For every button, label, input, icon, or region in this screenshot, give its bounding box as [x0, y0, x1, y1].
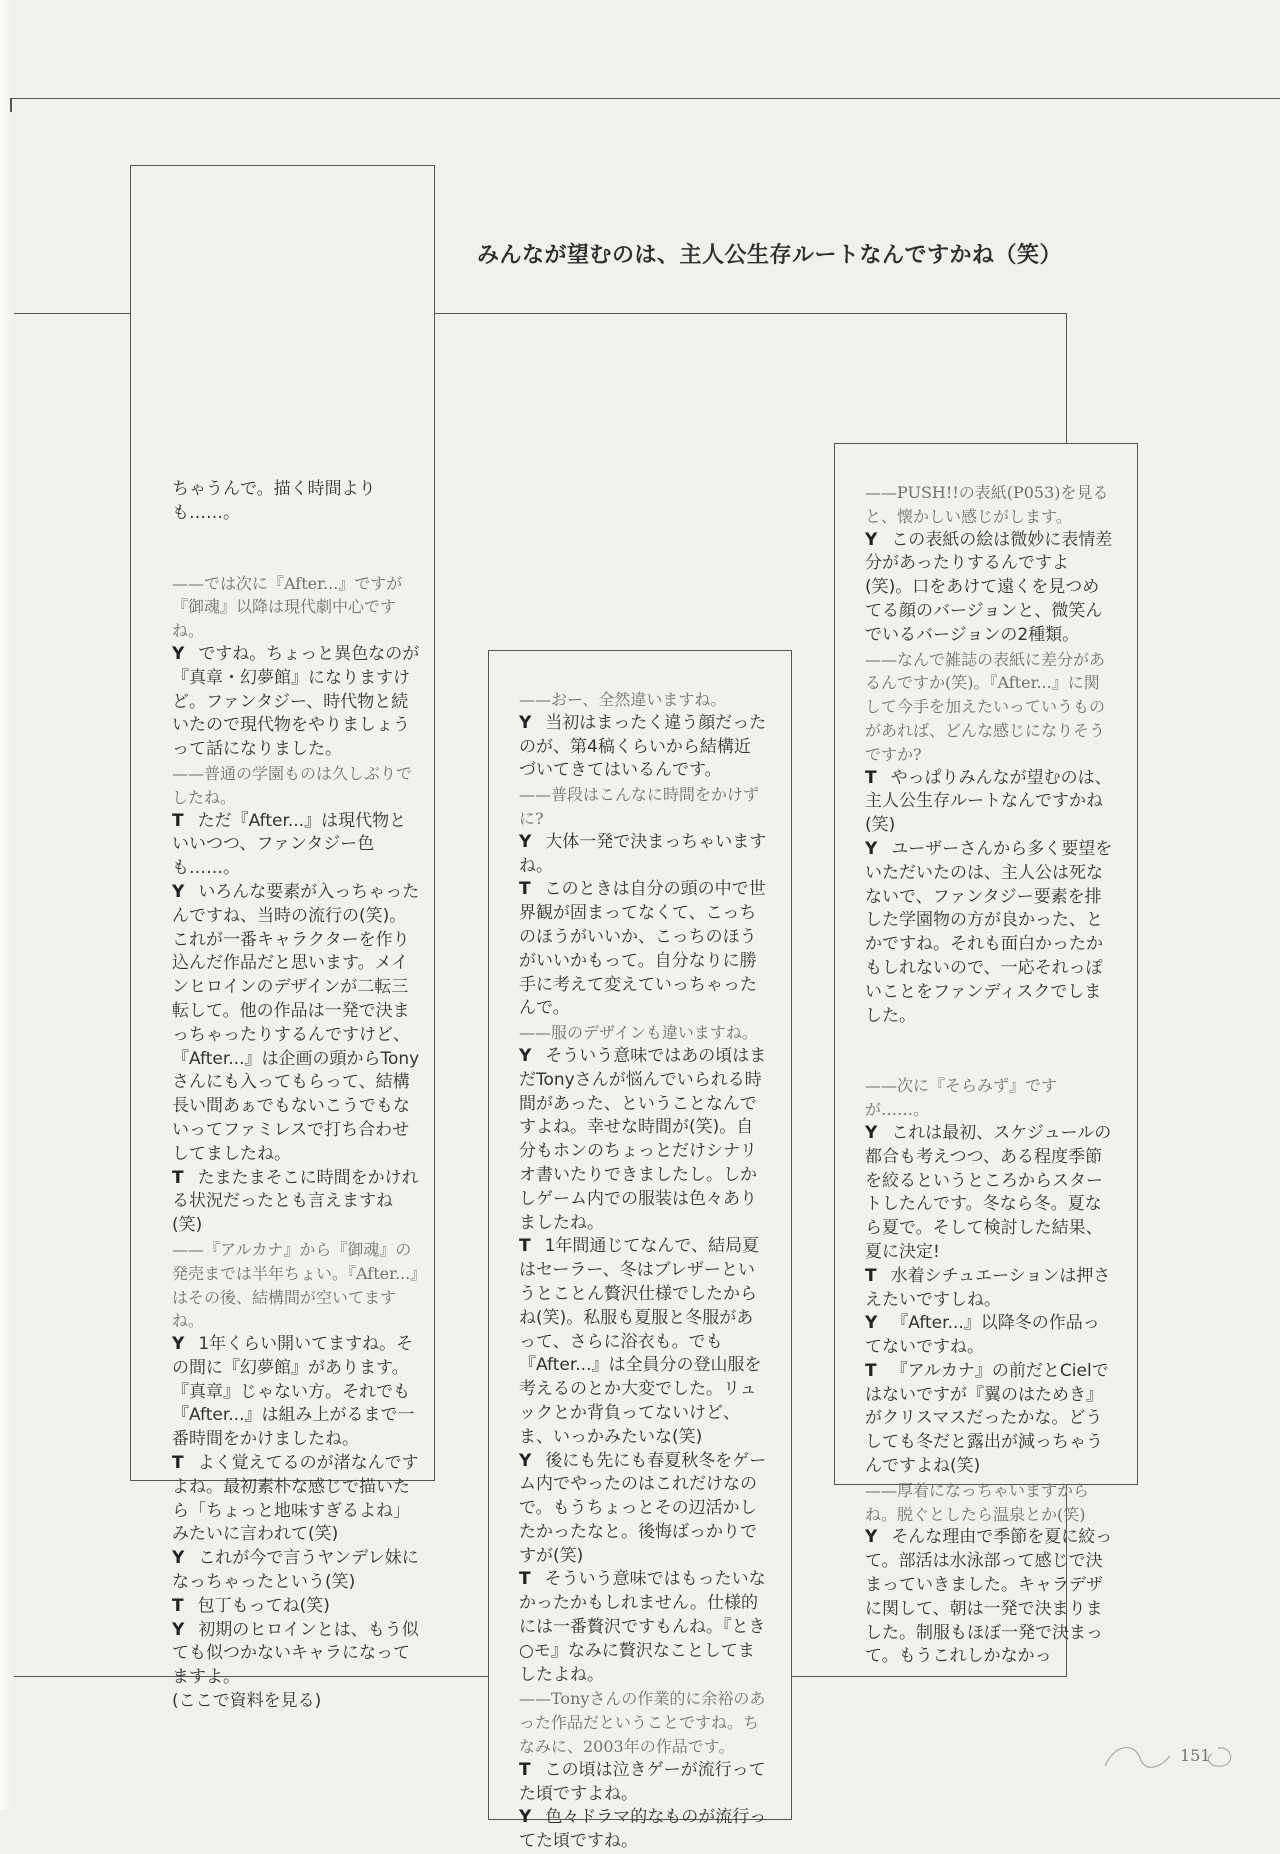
speaker-label: Y — [172, 1334, 185, 1355]
paragraph-text: そんな理由で季節を夏に絞って。部活は水泳部って感じで決まっていきました。キャラデザに関して、朝は一発で決まりました。制服もほぼ一発で決まって。もうこれしかなかっ — [865, 1527, 1113, 1667]
left-marker — [10, 98, 12, 112]
paragraph-text: よく覚えてるのが渚なんですよね。最初素朴な感じで描いたら「ちょっと地味すぎるよね」みたいに言われて(笑) — [172, 1453, 419, 1545]
speaker-label: T — [865, 1265, 877, 1286]
speaker-label: T — [519, 1759, 531, 1780]
interview-answer — [865, 838, 1113, 1028]
interviewer-question — [865, 1479, 1113, 1527]
interview-answer — [519, 831, 767, 879]
interview-answer — [519, 1759, 767, 1807]
section-heading: みんなが望むのは、主人公生存ルートなんですかね（笑） — [477, 243, 1063, 268]
paragraph-text: ——Tonyさんの作業的に余裕のあった作品だということですね。ちなみに、2003年の作品です。 — [519, 1689, 766, 1757]
speaker-label: Y — [172, 1619, 185, 1640]
paragraph-text: ——普通の学園ものは久しぶりでしたね。 — [172, 763, 413, 807]
paragraph-text: やっぱりみんなが望むのは、主人公生存ルートなんですかね(笑) — [865, 767, 1112, 836]
paragraph-text: (ここで資料を見る) — [172, 1691, 322, 1712]
paragraph-text: ちゃうんで。描く時間よりも……。 — [172, 479, 376, 523]
paragraph-text: ——PUSH!!の表紙(P053)を見ると、懐かしい感じがします。 — [865, 483, 1109, 526]
paragraph-text: 初期のヒロインとは、もう似ても似つかないキャラになってますよ。 — [172, 1619, 419, 1688]
speaker-label: T — [172, 1453, 184, 1474]
speaker-label: Y — [519, 831, 532, 852]
interviewer-question — [519, 1021, 767, 1045]
paragraph-text: ——普段はこんなに時間をかけずに? — [519, 785, 760, 828]
paragraph-text: 当初はまったく違う顔だったのが、第4稿くらいから結構近づいてきてはいるんです。 — [519, 712, 767, 781]
speaker-label: Y — [172, 643, 185, 664]
paragraph-text: ——厚着になっちゃいますからね。脱ぐとしたら温泉とか(笑) — [865, 1480, 1090, 1524]
interview-answer — [172, 1167, 420, 1238]
interview-answer — [519, 1450, 767, 1569]
paragraph-text: ——なんで雑誌の表紙に差分があるんですか(笑)。『After...』に関して今手を加えたいっていうものがあれば、どんな感じになりそうですか? — [865, 649, 1106, 764]
interview-answer — [172, 478, 420, 526]
speaker-label: T — [519, 1236, 531, 1257]
paragraph-text: 色々ドラマ的なものが流行ってた頃ですね。 — [519, 1807, 767, 1852]
paragraph-text: たまたまそこに時間をかけれる状況だったとも言えますね(笑) — [172, 1167, 419, 1236]
paragraph-text: ユーザーさんから多く要望をいただいたのは、主人公は死なないで、ファンタジー要素を排した学園物の方が良かった、とかですね。それも面白かったかもしれないので、一応それっぽいことをファンディスクでしました。 — [865, 838, 1113, 1026]
interview-answer — [865, 1265, 1113, 1313]
top-rule — [10, 98, 1280, 99]
paragraph-text: ただ『After...』は現代物といいつつ、ファンタジー色も……。 — [172, 810, 407, 879]
paragraph-text: 『After...』以降冬の作品ってないですね。 — [865, 1313, 1100, 1358]
interviewer-question — [519, 1687, 767, 1758]
speaker-label: T — [172, 1595, 184, 1616]
interviewer-question — [865, 1074, 1113, 1122]
text-column-1 — [172, 478, 420, 1714]
speaker-label: T — [865, 767, 877, 788]
text-column-3 — [865, 481, 1113, 1669]
interview-answer — [519, 1045, 767, 1235]
interview-answer — [519, 712, 767, 783]
paragraph-text: 1年間通じてなんで、結局夏はセーラー、冬はブレザーというとことん贅沢仕様でしたからね(笑)。私服も夏服と冬服があって、さらに浴衣も。でも『After...』は全員分の登山服を考えるのとか大変でした。リュックとか背負ってないけど、ま、いっかみたいな(笑) — [519, 1236, 762, 1447]
interview-answer — [865, 1360, 1113, 1479]
speaker-label: Y — [519, 712, 532, 733]
interview-answer — [172, 810, 420, 881]
paragraph-text: 後にも先にも春夏秋冬をゲーム内でやったのはこれだけなので。もうちょっとその辺活かしたかったなと。後悔ばっかりですが(笑) — [519, 1450, 767, 1566]
paragraph-text: 大体一発で決まっちゃいますね。 — [519, 831, 767, 876]
page-edge — [0, 0, 12, 1810]
speaker-label: Y — [865, 1527, 878, 1548]
paragraph-text: ——『アルカナ』から『御魂』の発売までは半年ちょい。『After...』はその後、結構間が空いてますね。 — [172, 1239, 419, 1331]
paragraph-text: ——では次に『After...』ですが『御魂』以降は現代劇中心ですね。 — [172, 573, 403, 641]
interview-answer — [172, 881, 420, 1167]
page-number: 151 — [1180, 1746, 1211, 1765]
paragraph-text: ——服のデザインも違いますね。 — [519, 1023, 758, 1043]
paragraph-text: 1年くらい開いてますね。その間に『幻夢館』があります。『真章』じゃない方。それでも『After...』は組み上がるまで一番時間をかけましたね。 — [172, 1334, 415, 1450]
speaker-label: Y — [519, 1450, 532, 1471]
speaker-label: T — [172, 1167, 184, 1188]
paragraph-text: ですね。ちょっと異色なのが『真章・幻夢館』になりますけど。ファンタジー、時代物と続いたので現代物をやりましょうって話になりました。 — [172, 643, 420, 760]
speaker-label: Y — [519, 1807, 532, 1828]
paragraph-text: ——次に『そらみず』ですが……。 — [865, 1076, 1058, 1120]
speaker-label: Y — [172, 881, 185, 902]
paragraph-text: このときは自分の頭の中で世界観が固まってなくて、こっちのほうがいいか、こっちのほうがいいかもって。自分なりに勝手に考えて変えていっちゃったんで。 — [519, 879, 766, 1019]
interviewer-question — [172, 572, 420, 643]
interview-answer — [172, 1452, 420, 1547]
speaker-label: T — [865, 1360, 877, 1381]
interview-answer — [865, 767, 1113, 838]
interview-answer — [172, 1690, 420, 1714]
paragraph-text: ——おー、全然違いますね。 — [519, 690, 727, 709]
paragraph-text: いろんな要素が入っちゃったんですね、当時の流行の(笑)。これが一番キャラクターを作り込んだ作品だと思います。メインヒロインのデザインが二転三転して。他の作品は一発で決まっちゃったりするんですけど、『After...』は企画の頭からTonyさんにも入ってもらって、結構長い間あぁでもないこうでもないってファミレスで打ち合わせしてましたね。 — [172, 881, 420, 1164]
paragraph-text: これが今で言うヤンデレ妹になっちゃったという(笑) — [172, 1548, 419, 1593]
paragraph-text: そういう意味ではあの頃はまだTonyさんが悩んでいられる時間があった、ということなんですよね。幸せな時間が(笑)。自分もホンのちょっとだけシナリオ書いたりできましたし。しかしゲーム内での服装は色々ありましたね。 — [519, 1045, 767, 1233]
speaker-label: Y — [865, 1313, 878, 1334]
interview-answer — [865, 529, 1113, 648]
paragraph-text: 包丁もってね(笑) — [197, 1595, 330, 1616]
interviewer-question — [519, 688, 767, 712]
paragraph-text: これは最初、スケジュールの都合も考えつつ、ある程度季節を絞るというところからスタートしたんです。冬なら冬。夏なら夏で。そして検討した結果、夏に決定! — [865, 1122, 1112, 1262]
interview-answer — [172, 1547, 420, 1595]
interviewer-question — [172, 1238, 420, 1333]
speaker-label: Y — [865, 838, 878, 859]
interview-answer — [172, 1619, 420, 1690]
page-ornament-icon — [1100, 1738, 1240, 1774]
interview-answer — [519, 1235, 767, 1449]
speaker-label: Y — [865, 529, 878, 550]
interview-answer — [172, 1333, 420, 1452]
speaker-label: T — [172, 810, 184, 831]
speaker-label: Y — [865, 1122, 878, 1143]
speaker-label: T — [519, 879, 531, 900]
speaker-label: Y — [519, 1045, 532, 1066]
speaker-label: Y — [172, 1548, 185, 1569]
interview-answer — [172, 643, 420, 762]
text-column-2 — [519, 688, 767, 1854]
paragraph-text: 水着シチュエーションは押さえたいですしね。 — [865, 1265, 1111, 1310]
interview-answer — [519, 1568, 767, 1687]
interview-answer — [519, 1806, 767, 1854]
interviewer-question — [172, 762, 420, 810]
paragraph-text: この頃は泣きゲーが流行ってた頃ですよね。 — [519, 1759, 766, 1804]
interviewer-question — [865, 481, 1113, 529]
interview-answer — [865, 1312, 1113, 1360]
paragraph-text: そういう意味ではもったいなかったかもしれません。仕様的には一番贅沢ですもんね。『とき○モ』なみに贅沢なことしてましたよね。 — [519, 1569, 766, 1685]
interview-answer — [865, 1122, 1113, 1265]
paragraph-text: 『アルカナ』の前だとCielではないですが『翼のはためき』がクリスマスだったかな。どうしても冬だと露出が減っちゃうんですよね(笑) — [865, 1360, 1109, 1477]
paragraph-text: この表紙の絵は微妙に表情差分があったりするんですよ(笑)。口をあけて遠くを見つめてる顔のバージョンと、微笑んでいるバージョンの2種類。 — [865, 529, 1113, 645]
interview-answer — [172, 1595, 420, 1619]
interview-answer — [865, 1526, 1113, 1669]
interview-answer — [519, 878, 767, 1021]
interviewer-question — [519, 783, 767, 831]
interviewer-question — [865, 648, 1113, 767]
speaker-label: T — [519, 1569, 531, 1590]
